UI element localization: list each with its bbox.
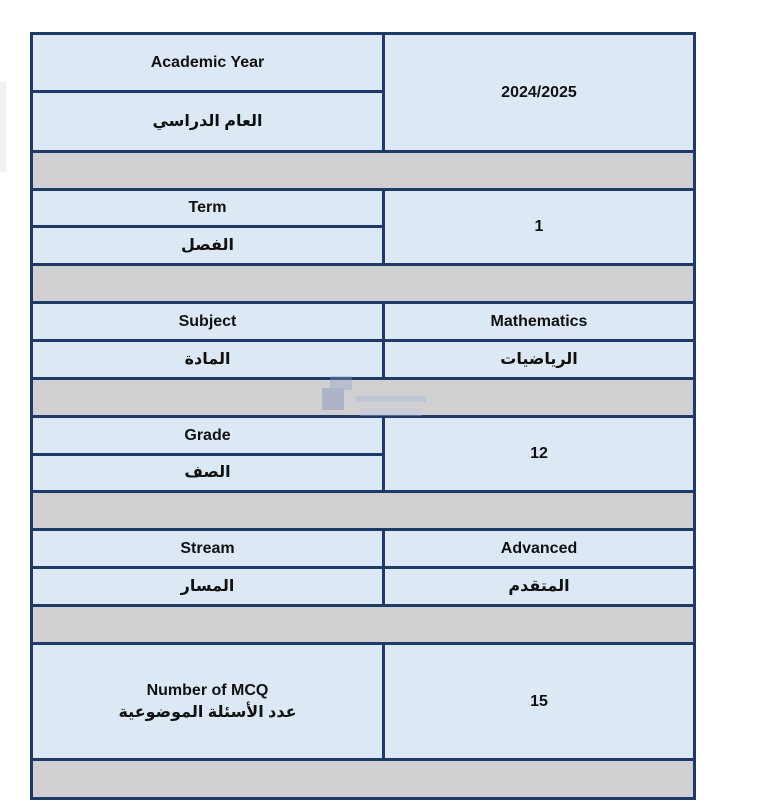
separator-row [33,153,696,191]
term-value: 1 [385,191,696,266]
subject-value-ar: الرياضيات [385,342,696,380]
stream-value-ar: المتقدم [385,569,696,607]
separator-row [33,607,696,645]
separator-row [33,493,696,531]
mcq-label: Number of MCQ [146,681,269,699]
subject-label: Subject [33,304,385,342]
academic-year-value: 2024/2025 [385,35,696,153]
side-margin-mark [0,82,6,172]
separator-row [33,380,696,418]
stream-label: Stream [33,531,385,569]
grade-label-ar: الصف [33,456,385,493]
grade-label: Grade [33,418,385,456]
mcq-label-cell [33,645,385,761]
subject-label-ar: المادة [33,342,385,380]
stream-label-ar: المسار [33,569,385,607]
grade-value: 12 [385,418,696,493]
term-label-ar: الفصل [33,228,385,266]
academic-year-label: Academic Year [33,35,385,93]
mcq-value: 15 [385,645,696,761]
exam-info-table [30,32,696,800]
separator-row [33,761,696,800]
term-label: Term [33,191,385,228]
subject-value: Mathematics [385,304,696,342]
academic-year-label-ar: العام الدراسي [33,93,385,153]
mcq-label-ar: عدد الأسئلة الموضوعية [118,703,297,721]
separator-row [33,266,696,304]
stream-value: Advanced [385,531,696,569]
